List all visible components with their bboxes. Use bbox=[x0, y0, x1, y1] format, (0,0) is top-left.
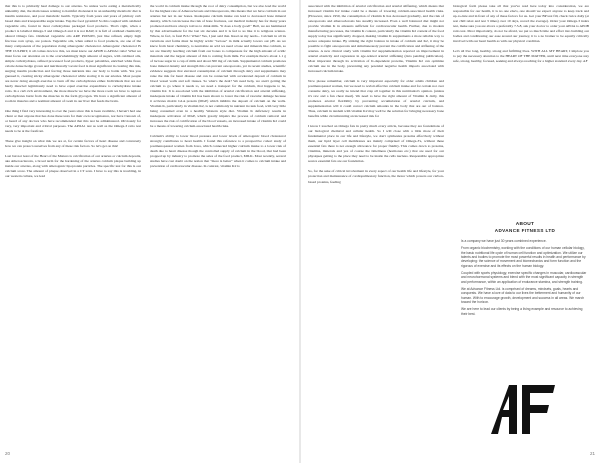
about-paragraph: We are here to lead our clients by being a living example and resource to achieving their best. bbox=[461, 307, 583, 316]
paragraph: Last but not least of the Heart of the Matters is calcification of our arteries or calcium deposits, aka Atherosclerosis, a broad term for the hardening of the arteries calcium plaque building up inside our arteries, along with atherogenic lipoprotein particles. The specific test for this is our calcium score. The amount of plaque observed in a CT scan. I have to say this is troubling, in our western culture, we lead bbox=[5, 154, 141, 179]
about-paragraph: From organic biochemistry, working with the conditions of our human cellular biology, the basic nutritional life cycle of human cell function and optimization. We utilize our talents and bodies to promote the most powerful results in health and performance by developing: the science of movement and biomechanics and form function and the rigorous of exercise and its effects on the human biology. bbox=[461, 246, 586, 268]
about-subtitle: ADVANCE FITNESS LTD bbox=[494, 228, 556, 233]
paragraph: These give insight on what risk we are at, for certain factors of heart disease and conversely how we can protect ourselves from any of these risk factors. So let's get on this! bbox=[5, 139, 141, 149]
about-paragraph: Coupled with sports physiology, exercise specific changes in muscular, cardiovascular and neurohormonal systems and blend with the most significant capacity in strength and performance, within an application of endurance stamina, and strength training. bbox=[461, 271, 587, 284]
left-page bbox=[0, 0, 299, 463]
about-title: ABOUT bbox=[515, 222, 535, 227]
paragraph: the world in calcium intake through the root of dairy consumption, but we also lead the world for the highest rate of Atherosclerosis and Osteoporosis, this means that we have calcium in our arteries but not in our bones. Inadequate calcium intake can lead to decreased bone mineral density, which can increase the risk of bone fractures, our medical industry has for many years promoted and have always told us to drink milk. "It does a body good!" Hell, we are hammered by that advertisement for the last six decades and it is fed to us like it is religious science. Where, in fact, is fatal B.S.! What? Yes, I just said that. Read on my nerds... Calcium in all its variations and forms must be highly acidic "lactose" in milk actually lowers our pH. As we know from basic chemistry, to neutralize an acid we need a base and minerals like calcium, so we are literally leaching calcium from our bones to compensate for the high amount of acidic materials and the largest amount of this is coming from milk. For example there's about 1.1 g of lactose sugar in a cup of milk and about 300 mg of calcium. Supplemental calcium promotes bone mineral density and strength this can prevent osteoporosis, yet in recent studies, scientific evidence suggests that elevated consumption of calcium through dairy and supplements may raise the risk for heart disease and can be connected with accelerated deposit of calcium in blood vessel walls and soft tissues. So what's the deal? We need help, we aren't getting the calcium to go where it needs to, we need a transport for the calcium, that happens to be, vitamin K2. It is associated with the inhibition of arterial calcification and arterial stiffening, inadequate intake of vitamin K2 has been shown to lower the risk of vascular damage because it activates matrix GLA protein (MGP) which inhibits the deposit of calcium on the walls. Vitamin K, particularly in vitamin K2, is not commonly in nutrient in rank food, with very little being consumed even in a healthy Western style diet. Vitamin K deficiency results in inadequate activation of MGP, which greatly impairs the process of calcium removal and increases the risk of calcification of the blood vessels, an increased intake of vitamin K2 could be a means of lowering calcium-associated health risks. bbox=[150, 4, 286, 129]
about-paragraph: Is a company we have just 30 years combined experience. bbox=[461, 239, 547, 243]
left-page-column-2 bbox=[150, 4, 286, 449]
paragraph: I know I touched on Omega fats in pretty much every article, because they are foundations of our biological chemical and cellular health. So I will close with a little more of their fundamental place in our life and lifestyle, we don't synthesize proteins effectively without them, our lipid layer cell membranes are mainly comprised of Omega-3's, without these essential fats there is not enough allowance for proper fluidity. This comes down to proteins, vitamins, minerals and yes of course the timeliness (hormones etc.) that are used for our physiques getting to the place they need to be inside the cells nucleus. Responsible appropriate source essential fats are our foundation. bbox=[308, 124, 444, 164]
paragraph: that this is to primarily heal damage to our arteries. So unless we're eating a metabolically unhealthy diet, the main issues relating to harmful cholesterol in an unhealthy metabolic diet is insulin resistance, and poor metabolic health. Typically from years and years of primary carb based diets and irresponsible sugar intake. Yup the food pyramid! So this coupled with oxidized vegetable oils, found in most carbohydrate packaged food products. That's right, when a product is labelled Omega-3 and Omega-6 and it is not RAW, it is full of oxidized chemically altered Omega fats. Oxidized vegetable oils ARE POISON, just like refined, empty high fructose corn syrup, are poison. Vegetable oils, when added to food products, are one of the many components of the population rising atherogenic cholesterol. Atherogenic cholesterol IS THE CULPRIT, it all comes down to this, we must know our APOB to APOA1 ratio! What we must focus our attention on is the overwhelmingly high amount of sugars, with oxidized oils, simple carbohydrates, refined processed food products, hyper palatables, enriched white flour, calorie dense hedge grown and nutritionally vacant food is most significant in creating this risk, surging insulin production and forcing those nutrients into our body to battle with. Yes you guessed it, creating sticky atherogenic cholesterol while storing it in our arteries. Most people are never doing enough exercise to burn off the carbohydrates either. Individuals that are not hardy muscled legitimately need to have equal exercise expenditure to carbohydrate intake ratio. In a carb rich environment, the more muscle we have the more room we have to replace carbohydrates burnt from the muscles in the form glycogen. We have a significant amount of room in muscles and a nominal amount of room in our liver that feeds the brain. bbox=[5, 4, 141, 104]
paragraph: Now please remember, calcium is very important especially for older adults children and postmenopausal women, but we need to revisit effective calcium intake and for certain not over consume dairy, we really no intend that crap all together in this nutritionist's opinion. (unless it's raw and a fun cheat meal). We need to have the right amount of Vitamin K daily, this promotes arterial flexibility by preventing accumulation of arterial calcium, and supplementation will it could correct calcium amounts in the body that are out of balance. Thus, calcium in tandem with vitamin K2 may well be the solution for bringing necessary bone benefits while circumventing an increased risk for bbox=[308, 79, 444, 119]
page-number-left: 20 bbox=[5, 451, 11, 456]
af-logo bbox=[489, 383, 559, 436]
paragraph: associated with the inhibition of arterial calcification and arterial stiffening, which means that increased vitamin K2 intake could be a means of lowering calcium-associated health risks. (However, since 1950, the consumption of vitamin K has decreased gradually, and the risk of osteoporosis and atherosclerosis has steadily increased. Even a well balanced diet might not provide vitamin K in amounts sufficient for cardiovascular health. Further, due to modern manufacturing processes, the vitamin K content, particularly the vitamin K2 content of the food supply today has significantly dropped, making vitamin K supplements a more reliable way to secure adequate intake. By striking the right balance in intake of calcium and K2, it may be possible to fight osteoporosis and simultaneously prevent the calcification and stiffening of the arteries. A new clinical study with vitamin K2 supplementation reported an improvement in arterial elasticity and regression in age-related arterial stiffening (data pending publication). Most important through its activation of K-dependent proteins, Vitamin K2 can optimize calcium use in the body, preventing any potential negative health impacts associated with increased calcium intake. bbox=[308, 4, 444, 74]
left-page-column-1 bbox=[5, 4, 141, 449]
paragraph: So, for the sake of critical involvement in every aspect of our health life and lifestyle, for your protection and maintenance of cardiopulmonary function, the motor which powers our carbon-based proteins, feeding bbox=[308, 169, 444, 184]
paragraph: Let's all live long, healthy, strong and fulfilling lives. WITH ALL MY HEART, I implore you to pay the necessary attention to the HEART OF THE MATTER, until next time everyone stay safe, strong, healthy, focused, seeking and always reaching for a higher standard every day. AF bbox=[453, 49, 589, 64]
page-number-right: 21 bbox=[589, 451, 595, 456]
about-body bbox=[461, 239, 589, 316]
about-paragraph: We at Advance Fitness Ltd. is comprised of dreams, mindsets, goals, hearts and conquests. We have a love of data to our lives the betterment and humanity of our human. With to encourage growth, development and success in all areas. We march toward the horizon. bbox=[461, 287, 585, 305]
paragraph: Calcium's ability to lower blood pressure and lower levels of atherogenic blood cholesterol strongly contributes to heart health. I found this reference to a prospective cohort study of postmenopausal women from Iowa, which connected higher calcium intake to a lower risk of death due to heart disease though the controlled supply of calcium in the blood, that had been propped up by industry to promote the sales of the food product, MILK. Most recently, several studies have cast doubt on the notion that "more is better" when it comes to calcium intake and prevention of cardiovascular disease. In contrast, vitamin K2 is bbox=[150, 134, 286, 169]
right-page-column-2 bbox=[453, 4, 589, 204]
af-logo-mark bbox=[491, 385, 555, 434]
paragraph: One thing I find very interesting is over the years since this is been available, I haven't had one client or met anyone that has done these tests for their own recognisance, nor have I known of, or heard of any doctors who have recommended that this test be administered. Obviously for very, very important and critical purposes. The APOA1 test as well as the Omega-3 ratio test needs to be at the forefront. bbox=[5, 109, 141, 134]
right-page bbox=[301, 0, 600, 463]
right-page-column-1 bbox=[308, 4, 444, 449]
paragraph: biological form please take all that you've read here today into consideration, we are responsible for our health, it is no one else's, one should we expect anyone to keep track and up-to-date and in front of any of these factors for us. Get your BP test fill, check twice daily (at rest chill relax and test 3 times) over 10 days, record the average). Order your Omega-3 index test, make sure you are above a preferably 7.5-8, ask your doctor to order your APOA to APOB ratio test. Most importantly, do not be afraid, we put so much time and effort into building our bodies and conditioning our ease around our journey, it is a no brainer to be equally critically involved with our heart health as with our physical condition. bbox=[453, 4, 589, 44]
